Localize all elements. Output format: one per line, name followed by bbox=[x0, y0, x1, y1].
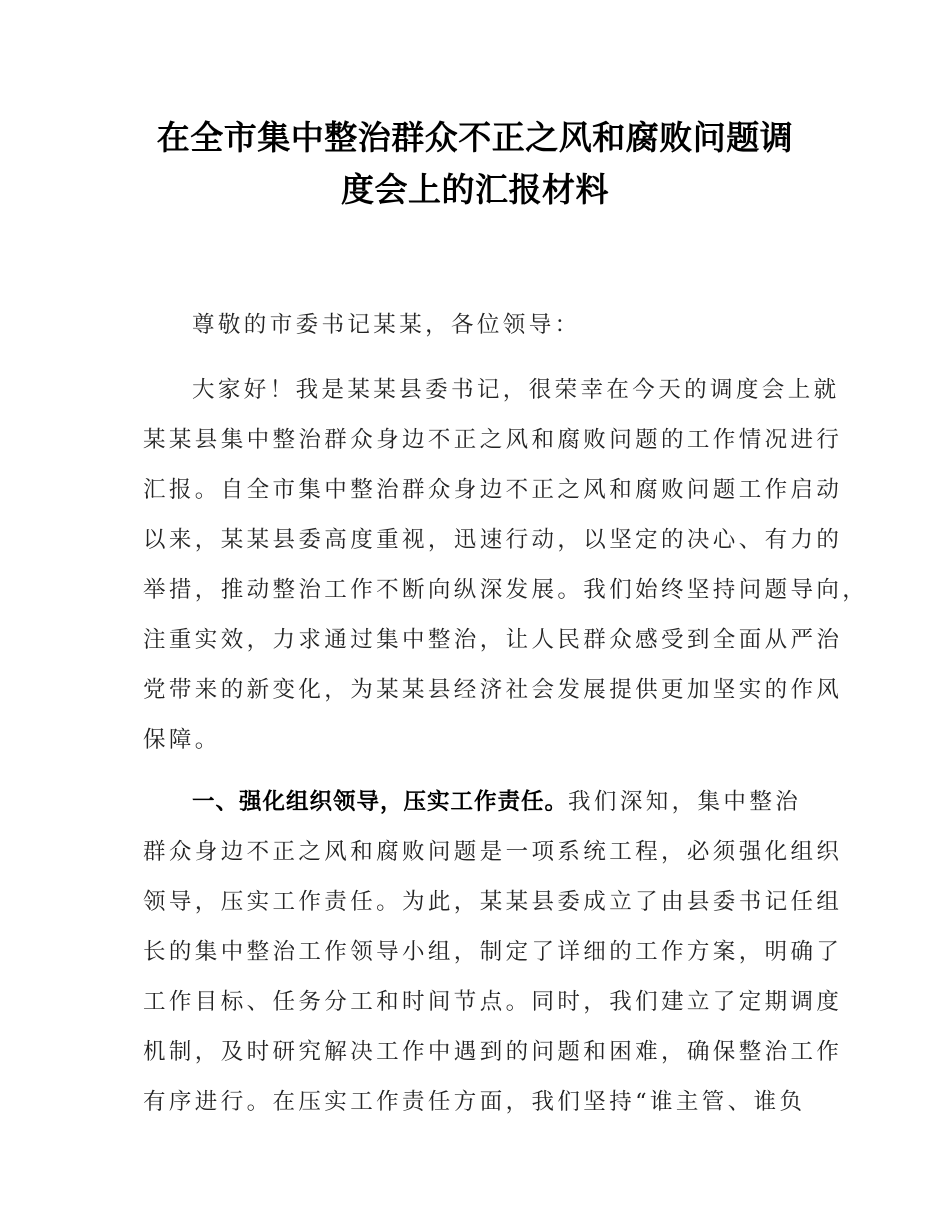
section1-line-4: 长的集中整治工作领导小组，制定了详细的工作方案，明确了 bbox=[143, 939, 843, 965]
section1-line-7: 有序进行。在压实工作责任方面，我们坚持“谁主管、谁负 bbox=[143, 1089, 806, 1115]
document-title bbox=[100, 112, 850, 216]
section1-line-5: 工作目标、任务分工和时间节点。同时，我们建立了定期调度 bbox=[143, 989, 843, 1015]
section1-line-6: 机制，及时研究解决工作中遇到的问题和困难，确保整治工作 bbox=[143, 1039, 843, 1065]
para1-line-4: 以来，某某县委高度重视，迅速行动，以坚定的决心、有力的 bbox=[143, 527, 843, 553]
section1-line-3: 领导，压实工作责任。为此，某某县委成立了由县委书记任组 bbox=[143, 889, 843, 915]
para1-line-1: 大家好！我是某某县委书记，很荣幸在今天的调度会上就 bbox=[192, 377, 840, 403]
para1-line-6: 注重实效，力求通过集中整治，让人民群众感受到全面从严治 bbox=[143, 627, 843, 653]
para1-line-3: 汇报。自全市集中整治群众身边不正之风和腐败问题工作启动 bbox=[143, 477, 843, 503]
section1-heading: 一、强化组织领导，压实工作责任。 bbox=[192, 789, 569, 815]
section1-line-2: 群众身边不正之风和腐败问题是一项系统工程，必须强化组织 bbox=[143, 839, 843, 865]
para1-line-2: 某某县集中整治群众身边不正之风和腐败问题的工作情况进行 bbox=[143, 427, 843, 453]
title-line-1: 在全市集中整治群众不正之风和腐败问题调 bbox=[156, 118, 794, 157]
para1-line-8: 保障。 bbox=[143, 727, 221, 753]
para1-line-5: 举措，推动整治工作不断向纵深发展。我们始终坚持问题导向， bbox=[143, 577, 869, 603]
section1-first-line bbox=[192, 787, 801, 817]
para1-line-7: 党带来的新变化，为某某县经济社会发展提供更加坚实的作风 bbox=[143, 677, 843, 703]
salutation: 尊敬的市委书记某某，各位领导： bbox=[192, 312, 581, 338]
title-line-2: 度会上的汇报材料 bbox=[341, 170, 609, 209]
section1-first-line-rest: 我们深知，集中整治 bbox=[568, 789, 802, 815]
